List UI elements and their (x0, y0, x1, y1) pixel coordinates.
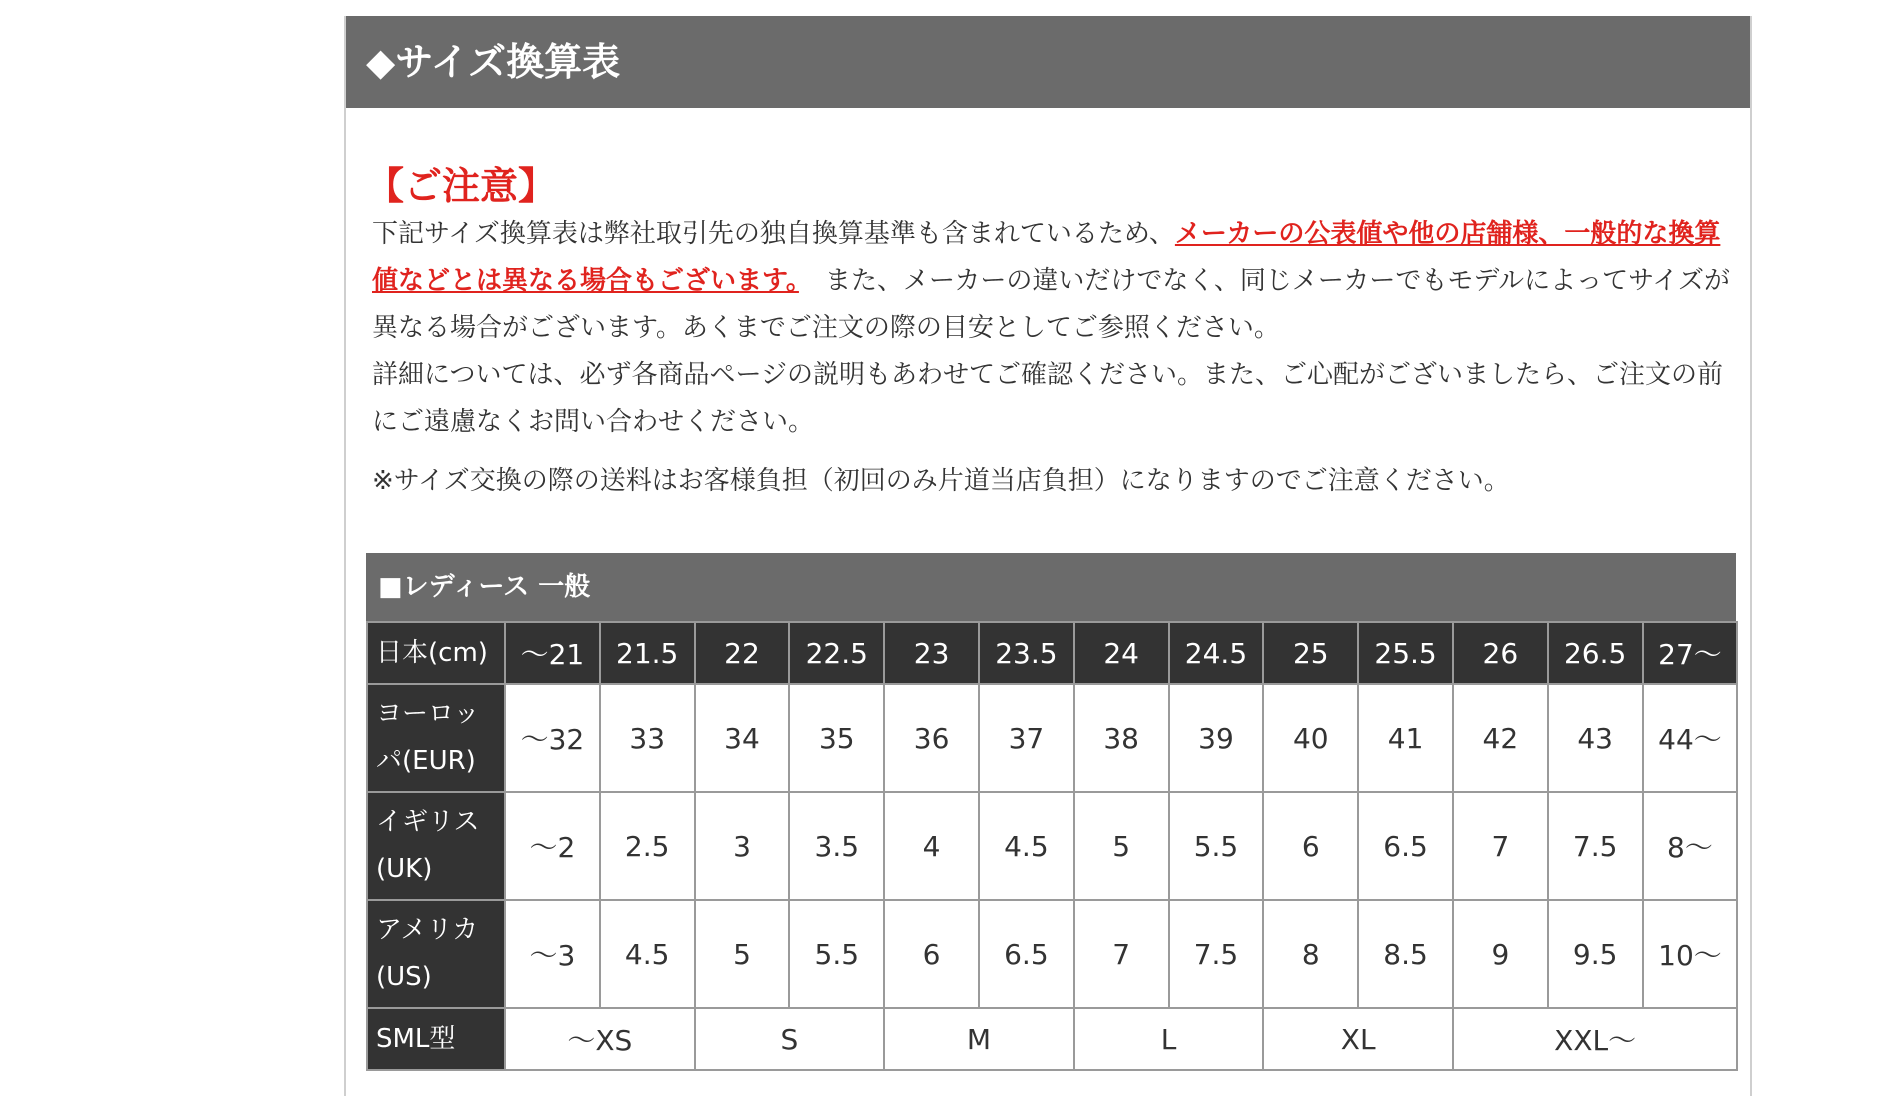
table-cell: 23.5 (979, 622, 1074, 684)
table-cell: 〜2 (505, 792, 600, 900)
table-cell: 24 (1074, 622, 1169, 684)
table-cell: 23 (884, 622, 979, 684)
row-label-uk: イギリス(UK) (367, 792, 505, 900)
table-cell: 37 (979, 684, 1074, 792)
size-table-title: ■レディース 一般 (366, 553, 1736, 621)
table-cell: 〜3 (505, 900, 600, 1008)
table-cell: 34 (695, 684, 790, 792)
notice-paragraph-2 (372, 352, 1732, 446)
table-cell: 22.5 (789, 622, 884, 684)
table-cell: 6 (1263, 792, 1358, 900)
table-cell: 33 (600, 684, 695, 792)
table-cell: L (1074, 1008, 1264, 1070)
table-cell: 22 (695, 622, 790, 684)
table-cell: 38 (1074, 684, 1169, 792)
table-cell: 36 (884, 684, 979, 792)
table-cell: 35 (789, 684, 884, 792)
ladies-size-block (366, 553, 1736, 1071)
table-cell: 7.5 (1169, 900, 1264, 1008)
size-table (366, 621, 1738, 1071)
table-cell: 25.5 (1358, 622, 1453, 684)
table-cell: 43 (1548, 684, 1643, 792)
table-cell: XXL〜 (1453, 1008, 1737, 1070)
table-cell: 10〜 (1643, 900, 1738, 1008)
table-cell: 3 (695, 792, 790, 900)
table-row-sml (367, 1008, 1737, 1070)
table-cell: 5.5 (1169, 792, 1264, 900)
table-row-uk (367, 792, 1737, 900)
table-cell: 26 (1453, 622, 1548, 684)
table-cell: 6.5 (1358, 792, 1453, 900)
table-cell: 42 (1453, 684, 1548, 792)
table-cell: 5.5 (789, 900, 884, 1008)
table-cell: 26.5 (1548, 622, 1643, 684)
table-cell: 8.5 (1358, 900, 1453, 1008)
table-cell: 8〜 (1643, 792, 1738, 900)
notice-section (366, 161, 1732, 505)
table-cell: 6.5 (979, 900, 1074, 1008)
table-cell: 25 (1263, 622, 1358, 684)
table-cell: 〜32 (505, 684, 600, 792)
table-cell: 24.5 (1169, 622, 1264, 684)
table-cell: 27〜 (1643, 622, 1738, 684)
table-cell: 5 (1074, 792, 1169, 900)
table-cell: 4.5 (979, 792, 1074, 900)
notice-warning-red: メーカーの公表値や他の店舗様、一般的な換算値などとは異なる場合もございます。 (372, 219, 1721, 296)
notice-text-2: また、メーカーの違いだけでなく、同じメーカーでもモデルによってサイズが異なる場合がございます。あくまでご注文の際の目安としてご参照ください。 (372, 266, 1730, 343)
table-cell: 41 (1358, 684, 1453, 792)
table-cell: 7.5 (1548, 792, 1643, 900)
table-cell: 5 (695, 900, 790, 1008)
table-cell: 3.5 (789, 792, 884, 900)
table-cell: XL (1263, 1008, 1453, 1070)
table-cell: 7 (1074, 900, 1169, 1008)
panel-title: ◆サイズ換算表 (346, 16, 1750, 108)
table-cell: 40 (1263, 684, 1358, 792)
notice-text-3: 詳細については、必ず各商品ページの説明もあわせてご確認ください。また、ご心配がございましたら、ご注文の前にご遠慮なくお問い合わせください。 (372, 360, 1723, 437)
notice-paragraph-1 (372, 211, 1732, 352)
table-cell: 21.5 (600, 622, 695, 684)
notice-title: 【ご注意】 (366, 164, 557, 208)
notice-paragraph-3 (372, 458, 1732, 505)
table-cell: M (884, 1008, 1074, 1070)
size-conversion-panel (344, 16, 1752, 1096)
table-cell: 〜21 (505, 622, 600, 684)
table-row-us (367, 900, 1737, 1008)
table-cell: 39 (1169, 684, 1264, 792)
table-cell: 8 (1263, 900, 1358, 1008)
row-label-us: アメリカ(US) (367, 900, 505, 1008)
notice-text-1: 下記サイズ換算表は弊社取引先の独自換算基準も含まれているため、 (372, 219, 1175, 249)
table-cell: 4.5 (600, 900, 695, 1008)
table-cell: 7 (1453, 792, 1548, 900)
table-row-europe (367, 684, 1737, 792)
table-cell: 9.5 (1548, 900, 1643, 1008)
table-cell: 6 (884, 900, 979, 1008)
table-cell: 4 (884, 792, 979, 900)
table-cell: 44〜 (1643, 684, 1738, 792)
row-label-sml: SML型 (367, 1008, 505, 1070)
notice-text-4: ※サイズ交換の際の送料はお客様負担（初回のみ片道当店負担）になりますのでご注意ください。 (372, 466, 1510, 496)
table-cell: 9 (1453, 900, 1548, 1008)
table-cell: 2.5 (600, 792, 695, 900)
table-cell: S (695, 1008, 885, 1070)
table-cell: 〜XS (505, 1008, 695, 1070)
row-label-europe: ヨーロッパ(EUR) (367, 684, 505, 792)
table-row-japan (367, 622, 1737, 684)
row-label-japan: 日本(cm) (367, 622, 505, 684)
